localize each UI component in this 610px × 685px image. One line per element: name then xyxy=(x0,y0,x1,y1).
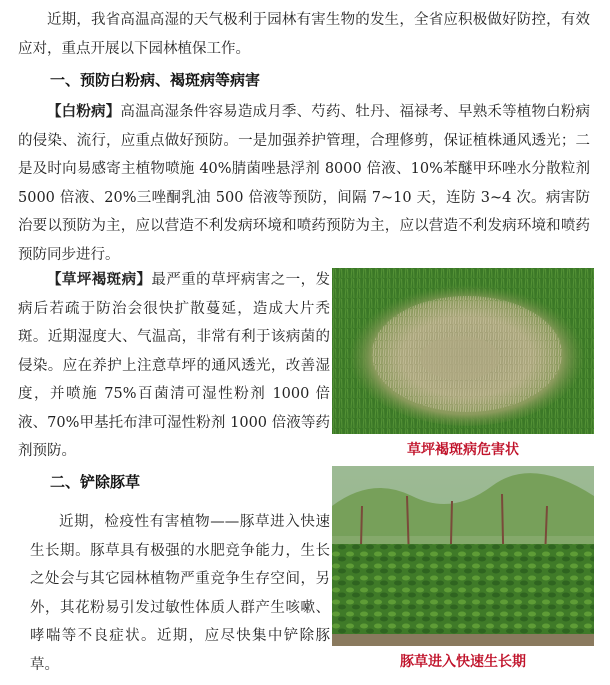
powdery-mildew-text: 高温高湿条件容易造成月季、芍药、牡丹、福禄考、早熟禾等植物白粉病的侵染、流行，应重点做好预防。一是加强养护管理，合理修剪，保证植株通风透光；二是及时向易感寄主植物喷施 40%腈菌唑悬浮剂 8000 倍液、10%苯醚甲环唑水分散粒剂 5000 倍液、20%三唑酮乳油 500 倍液等预防，间隔 7~10 天，连防 3~4 次。病害防治要以预防为主，应以营造不利发病环境和喷药预防为主，应以营造不利发病环境和喷药预防同步进行。 xyxy=(18,104,591,263)
brown-patch-text: 最严重的草坪病害之一，发病后若疏于防治会很快扩散蔓延，造成大片秃斑。近期湿度大、气温高，非常有利于该病菌的侵染。应在养护上注意草坪的通风透光，改善湿度，并喷施 75%百菌清可湿性粉剂 1000 倍液、70%甲基托布津可湿性粉剂 1000 倍液等药剂预防。 xyxy=(18,272,331,459)
brown-patch-label: 【草坪褐斑病】 xyxy=(47,272,152,288)
section1-heading: 一、预防白粉病、褐斑病等病害 xyxy=(50,71,261,89)
section2-heading: 二、铲除豚草 xyxy=(50,473,141,491)
intro-paragraph: 近期，我省高温高湿的天气极利于园林有害生物的发生，全省应积极做好防控，有效应对，重点开展以下园林植保工作。 xyxy=(18,12,590,57)
brown-patch-caption: 草坪褐斑病危害状 xyxy=(407,442,519,458)
ragweed-photo xyxy=(332,466,594,646)
ragweed-caption: 豚草进入快速生长期 xyxy=(400,654,526,670)
lawn-brown-patch-photo xyxy=(332,268,594,434)
powdery-mildew-label: 【白粉病】 xyxy=(47,104,121,120)
brown-patch-paragraph xyxy=(18,266,330,466)
ragweed-paragraph: 近期，检疫性有害植物——豚草进入快速生长期。豚草具有极强的水肥竞争能力，生长之处会与其它园林植物严重竞争生存空间，另外，其花粉易引发过敏性体质人群产生咳嗽、哮喘等不良症状。近期，应尽快集中铲除豚草。 xyxy=(30,514,330,673)
powdery-mildew-paragraph xyxy=(18,98,590,269)
